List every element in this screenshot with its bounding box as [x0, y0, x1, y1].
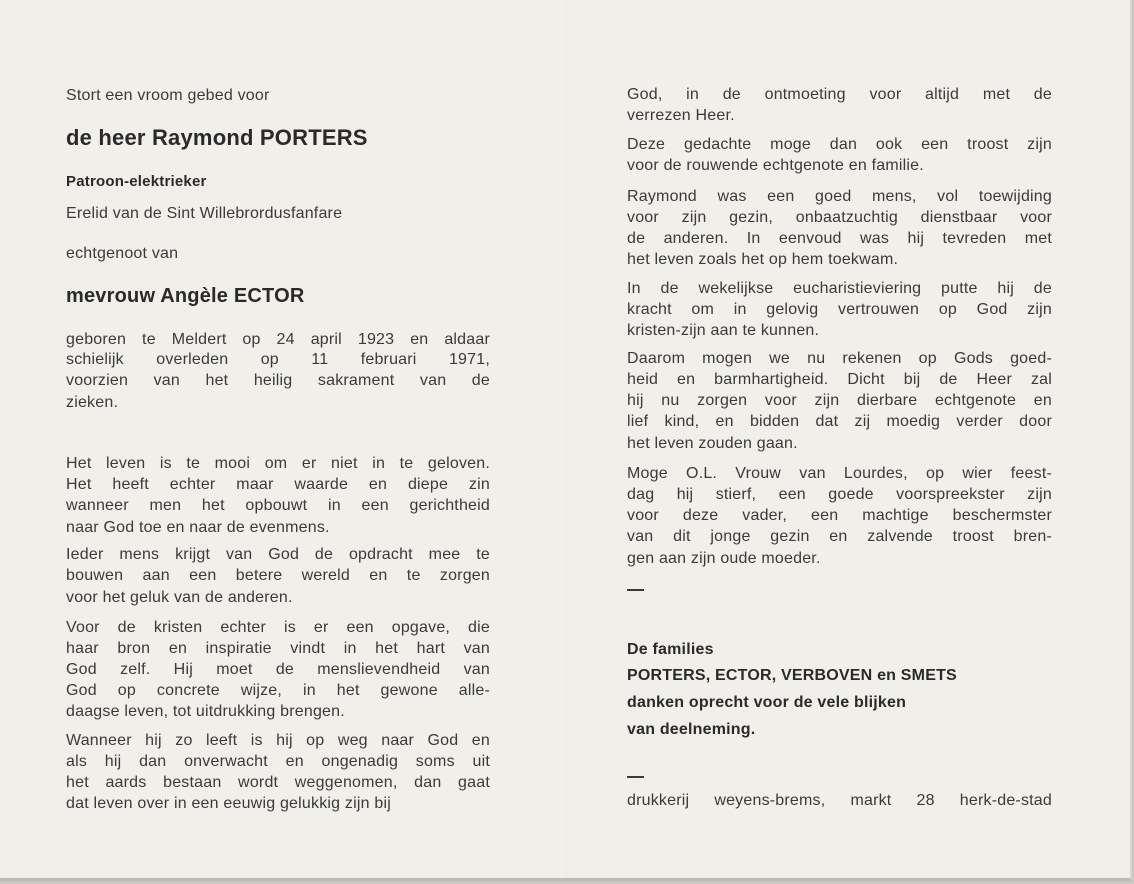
left-paragraph-4-line: God op concrete wijze, in het gewone alle-	[66, 682, 490, 699]
right-paragraph-3-line: Raymond was een goed mens, vol toewijding	[627, 188, 1052, 205]
right-paragraph-4-line: kracht om in gelovig vertrouwen op God zijn	[627, 301, 1052, 318]
right-paragraph-5-line: het leven zouden gaan.	[627, 435, 798, 452]
separator-dash	[627, 776, 644, 778]
right-paragraph-5-line: hij nu zorgen voor zijn dierbare echtgenote en	[627, 392, 1052, 409]
left-paragraph-2-line: naar God toe en naar de evenmens.	[66, 519, 330, 536]
left-paragraph-1-line: geboren te Meldert op 24 april 1923 en aldaar	[66, 331, 490, 348]
right-paragraph-4-line: kristen-zijn aan te kunnen.	[627, 322, 820, 339]
spouse-label: echtgenoot van	[66, 245, 179, 262]
right-paragraph-2-line: voor de rouwende echtgenote en familie.	[627, 157, 924, 174]
left-paragraph-3-line: voor het geluk van de anderen.	[66, 589, 293, 606]
right-paragraph-2-line: Deze gedachte moge dan ook een troost zijn	[627, 136, 1052, 153]
left-paragraph-2-line: wanneer men het opbouwt in een gerichtheid	[66, 497, 490, 514]
printer-credit: drukkerij weyens-brems, markt 28 herk-de-stad	[627, 792, 1052, 809]
right-paragraph-5-line: Daarom mogen we nu rekenen op Gods goed-	[627, 350, 1052, 367]
right-paragraph-3-line: voor zijn gezin, onbaatzuchtig dienstbaar voor	[627, 209, 1052, 226]
separator-dash	[627, 589, 644, 591]
left-paragraph-4-line: God zelf. Hij moet de menslievendheid van	[66, 661, 490, 678]
left-paragraph-5-line: Wanneer hij zo leeft is hij op weg naar God en	[66, 732, 490, 749]
intro-text: Stort een vroom gebed voor	[66, 87, 270, 104]
left-paragraph-1-line: voorzien van het heilig sakrament van de	[66, 372, 490, 389]
right-paragraph-6-line: voor deze vader, een machtige beschermster	[627, 507, 1052, 524]
right-paragraph-3-line: de anderen. In eenvoud was hij tevreden met	[627, 230, 1052, 247]
right-paragraph-6-line: dag hij stierf, een goede voorspreekster zijn	[627, 486, 1052, 503]
left-paragraph-5-line: dat leven over in een eeuwig gelukkig zijn bij	[66, 795, 391, 812]
left-paragraph-3-line: Ieder mens krijgt van God de opdracht mee te	[66, 546, 490, 563]
left-paragraph-1-line: zieken.	[66, 394, 119, 411]
thanks-line: danken oprecht voor de vele blijken	[627, 694, 907, 711]
left-paragraph-1-line: schielijk overleden op 11 februari 1971,	[66, 351, 490, 368]
left-paragraph-2-line: Het heeft echter maar waarde en diepe zin	[66, 476, 490, 493]
left-paragraph-5-line: als hij dan onverwacht en ongenadig soms uit	[66, 753, 490, 770]
left-paragraph-4-line: daagse leven, tot uitdrukking brengen.	[66, 703, 345, 720]
left-paragraph-5-line: het aards bestaan wordt weggenomen, dan gaat	[66, 774, 490, 791]
profession: Patroon-elektrieker	[66, 173, 207, 190]
thanks-line: van deelneming.	[627, 721, 756, 738]
right-paragraph-1-line: verrezen Heer.	[627, 107, 735, 124]
left-paragraph-4-line: Voor de kristen echter is er een opgave, die	[66, 619, 490, 636]
right-paragraph-6-line: gen aan zijn oude moeder.	[627, 550, 821, 567]
right-paragraph-5-line: heid en barmhartigheid. Dicht bij de Heer zal	[627, 371, 1052, 388]
spouse-name: mevrouw Angèle ECTOR	[66, 285, 305, 307]
right-paragraph-6-line: Moge O.L. Vrouw van Lourdes, op wier feest-	[627, 465, 1052, 482]
left-paragraph-4-line: haar bron en inspiratie vindt in het hart van	[66, 640, 490, 657]
thanks-line: De families	[627, 641, 714, 658]
right-paragraph-1-line: God, in de ontmoeting voor altijd met de	[627, 86, 1052, 103]
right-paragraph-4-line: In de wekelijkse eucharistieviering putte hij de	[627, 280, 1052, 297]
card-fold	[566, 0, 568, 878]
left-paragraph-2-line: Het leven is te mooi om er niet in te geloven.	[66, 455, 490, 472]
right-paragraph-6-line: van dit jonge gezin en zalvende troost bren-	[627, 528, 1052, 545]
honorary-membership: Erelid van de Sint Willebrordusfanfare	[66, 205, 343, 222]
right-paragraph-3-line: het leven zoals het op hem toekwam.	[627, 251, 899, 268]
deceased-name: de heer Raymond PORTERS	[66, 125, 368, 150]
left-paragraph-3-line: bouwen aan een betere wereld en te zorgen	[66, 567, 490, 584]
thanks-families: PORTERS, ECTOR, VERBOVEN en SMETS	[627, 667, 957, 684]
right-paragraph-5-line: lief kind, en bidden dat zij moedig verder door	[627, 413, 1052, 430]
